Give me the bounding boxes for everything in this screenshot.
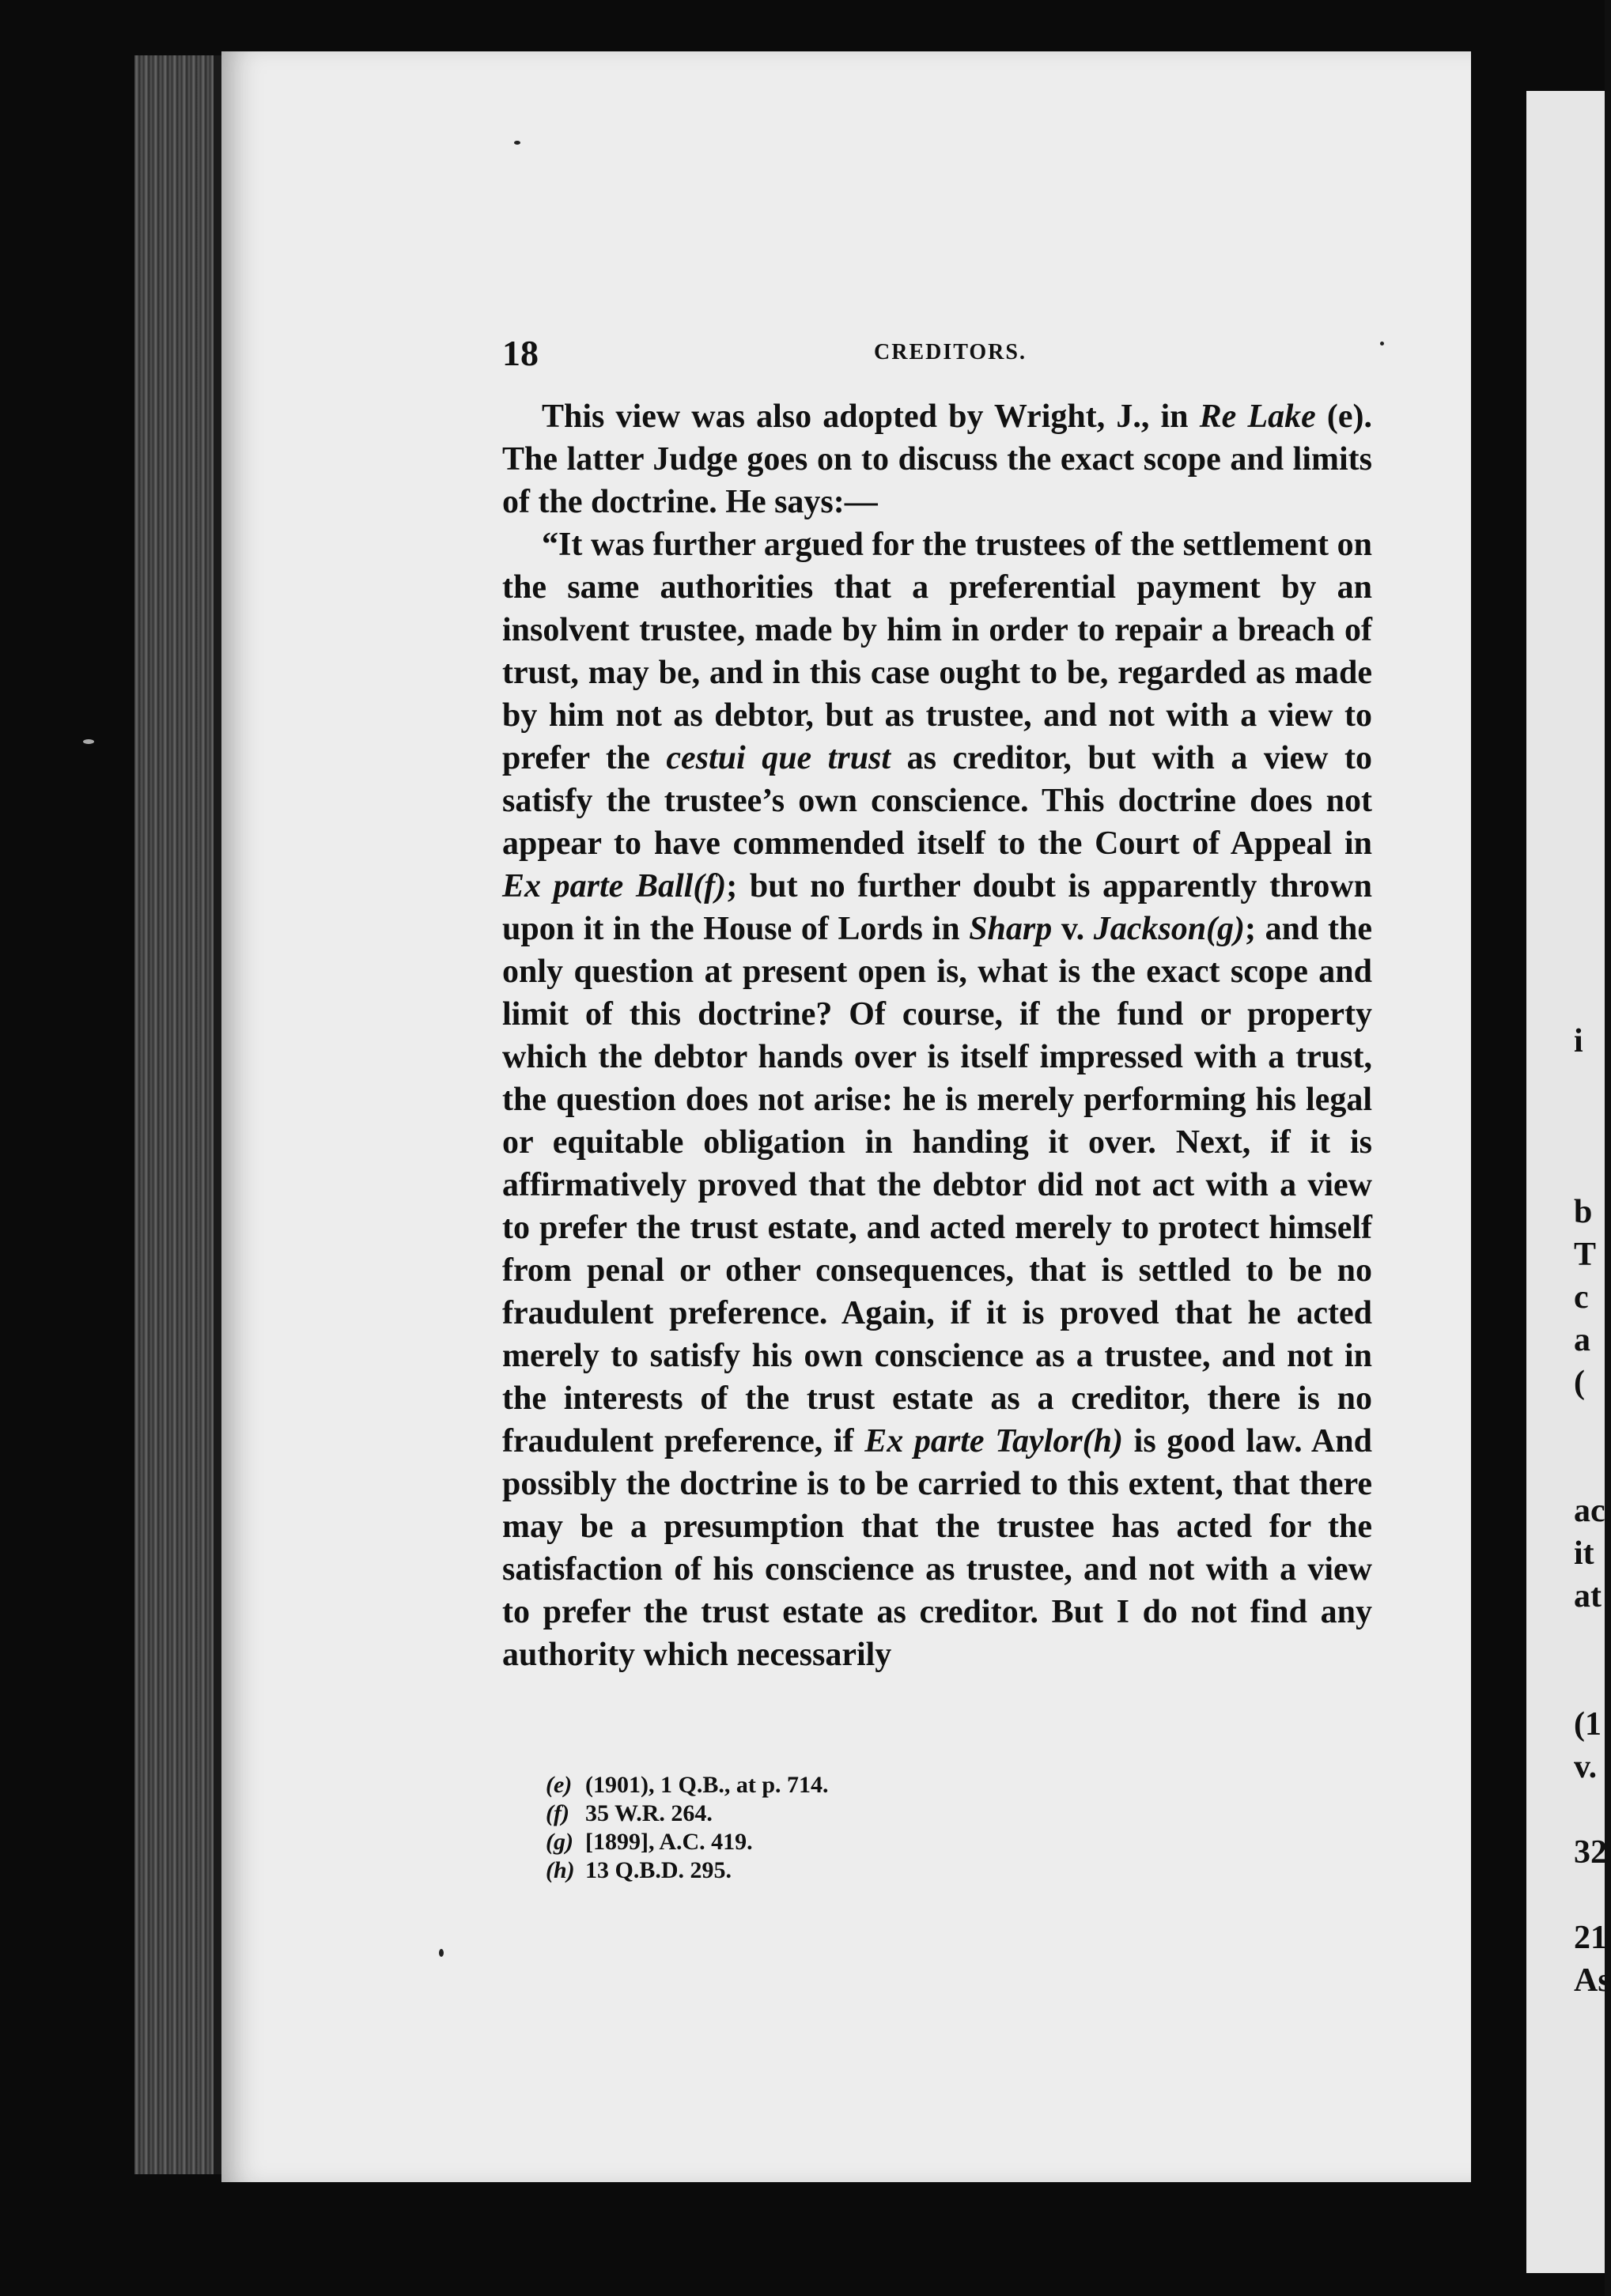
italic-citation: Ex parte Taylor(h) xyxy=(864,1423,1123,1460)
paragraph xyxy=(502,523,1372,1676)
footnote xyxy=(546,1856,1178,1885)
footnote-mark: (f) xyxy=(546,1800,569,1826)
book-spine xyxy=(134,55,220,2174)
text-run: “It was further argued for the trustees of the settlement on the same authorities that a preferential payment by an insolvent trustee, made by him in order to repair a breach of trust, may be, and in this case ought to be, regarded as made by him not as debtor, but as trustee, and not with a view to prefer the xyxy=(502,527,1372,776)
footnote-mark: (e) xyxy=(546,1772,573,1798)
footnote-text: 35 W.R. 264. xyxy=(585,1800,713,1826)
scan-speck xyxy=(83,739,94,744)
scan-speck xyxy=(514,141,520,145)
body-text xyxy=(502,395,1372,1676)
footnote-text: [1899], A.C. 419. xyxy=(585,1829,753,1855)
footnote xyxy=(546,1799,1178,1828)
footnote-mark: (h) xyxy=(546,1857,575,1883)
footnote xyxy=(546,1828,1178,1856)
footnote-mark: (g) xyxy=(546,1829,573,1855)
footnote-text: (1901), 1 Q.B., at p. 714. xyxy=(585,1772,829,1798)
text-run: This view was also adopted by Wright, J., in xyxy=(542,398,1200,435)
running-head xyxy=(502,332,1388,380)
footnotes xyxy=(546,1771,1178,1885)
text-run: ; and the only question at present open is, what is the exact scope and limit of this doctrine? Of course, if the fund or property which the debtor hands over is itself impressed with a trust, the question does not arise: he is merely performing his legal or equitable obligation in handing it over. Next, if it is affirmatively proved that the debtor did not act with a view to prefer the trust estate, and acted merely to protect himself from penal or other consequences, that is settled to be no fraudulent preference. Again, if it is proved that he acted merely to satisfy his own conscience as a trustee, and not in the interests of the trust estate as a creditor, there is no fraudulent preference, if xyxy=(502,911,1372,1460)
italic-citation: Ex parte Ball(f) xyxy=(502,868,727,904)
facing-page-text: i b T c a ( ac it at (1 v. 32 21 As xyxy=(1574,1023,1611,1999)
text-run: is good law. And possibly the doctrine is to be carried to this extent, that there may be a presumption that the trustee has acted for the satisfaction of his conscience as trustee, and not with a view to prefer the trust estate as creditor. But I do not find any authority which necessarily xyxy=(502,1423,1372,1673)
text-run: ; but no further doubt is apparently thrown upon it in the House of Lords in xyxy=(502,868,1373,947)
text-run: as creditor, but with a view to satisfy the trustee’s own conscience. This doctrine does not appear to have commended itself to the Court of Appeal in xyxy=(502,740,1372,862)
footnote xyxy=(546,1771,1178,1799)
italic-citation: Jackson(g) xyxy=(1093,911,1246,947)
italic-citation: Sharp xyxy=(969,911,1053,947)
italic-citation: cestui que trust xyxy=(666,740,891,776)
footnote-text: 13 Q.B.D. 295. xyxy=(585,1857,732,1883)
page-number: 18 xyxy=(502,333,539,373)
scan-speck xyxy=(439,1949,444,1957)
page-title: CREDITORS. xyxy=(874,340,1027,364)
italic-citation: Re Lake xyxy=(1199,398,1316,435)
text-run: v. xyxy=(1052,911,1094,947)
paragraph xyxy=(502,395,1372,523)
text-run: (e). The latter Judge goes on to discuss the exact scope and limits of the doctrine. He says:— xyxy=(502,398,1372,520)
